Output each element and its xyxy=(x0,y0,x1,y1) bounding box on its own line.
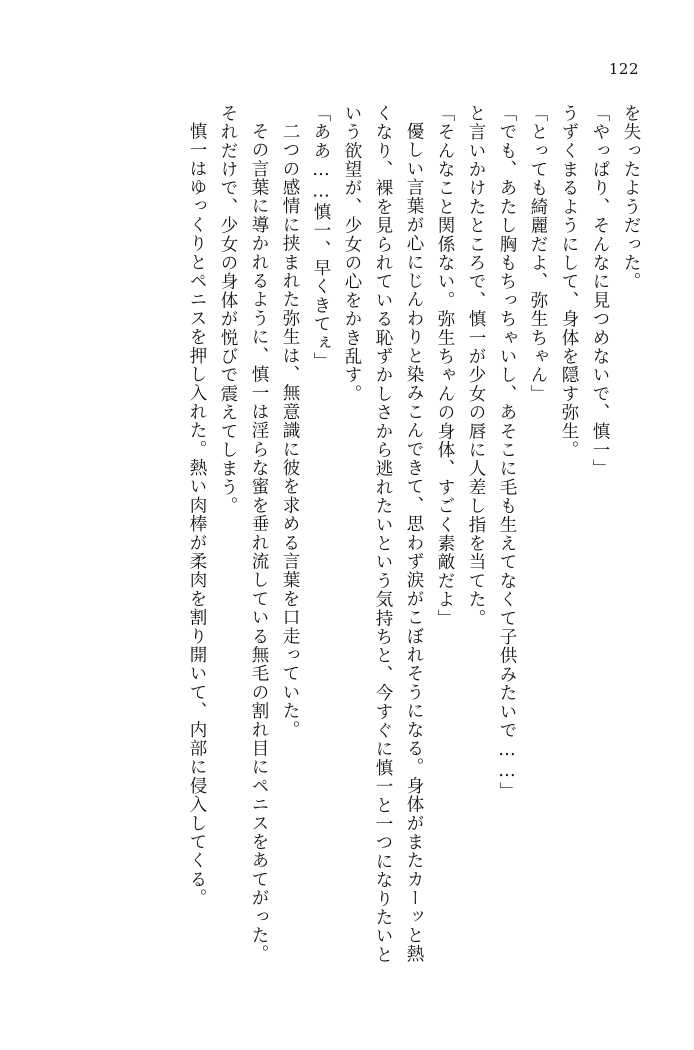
paragraph: 「そんなこと関係ない。弥生ちゃんの身体、すごく素敵だよ」 xyxy=(435,104,455,628)
paragraph: 二つの感情に挟まれた弥生は、無意識に彼を求める言葉を口走っていた。 xyxy=(280,121,300,739)
page-text-body xyxy=(48,104,646,974)
paragraph: を失ったようだった。 xyxy=(621,104,641,291)
paragraph: 優しい言葉が心にじんわりと染みこんできて、思わず涙がこぼれそうになる。身体がまたカーッと熱くなり、裸を見られている恥ずかしさから逃れたいという気持ちと、今すぐに慎一と一つになりたいという欲望が、少女の心をかき乱す。 xyxy=(342,104,424,965)
paragraph: 慎一はゆっくりとペニスを押し入れた。熱い肉棒が柔肉を割り開いて、内部に侵入してくる。 xyxy=(187,121,207,907)
paragraph: と言いかけたところで、慎一が少女の唇に人差し指を当てた。 xyxy=(466,104,486,628)
paragraph: 「でも、あたし胸もちっちゃいし、あそこに毛も生えてなくて子供みたいで……」 xyxy=(497,104,517,801)
paragraph: その言葉に導かれるように、慎一は淫らな蜜を垂れ流している無毛の割れ目にペニスをあてがった。それだけで、少女の身体が悦びで震えてしまう。 xyxy=(218,104,269,963)
page-number: 122 xyxy=(608,60,639,78)
paragraph: うずくまるようにして、身体を隠す弥生。 xyxy=(559,104,579,460)
paragraph: 「やっぱり、そんなに見つめないで、慎一」 xyxy=(590,104,610,478)
paragraph: 「とっても綺麗だよ、弥生ちゃん」 xyxy=(528,104,548,404)
paragraph: 「ああ……慎一、早くきてぇ」 xyxy=(311,104,331,371)
